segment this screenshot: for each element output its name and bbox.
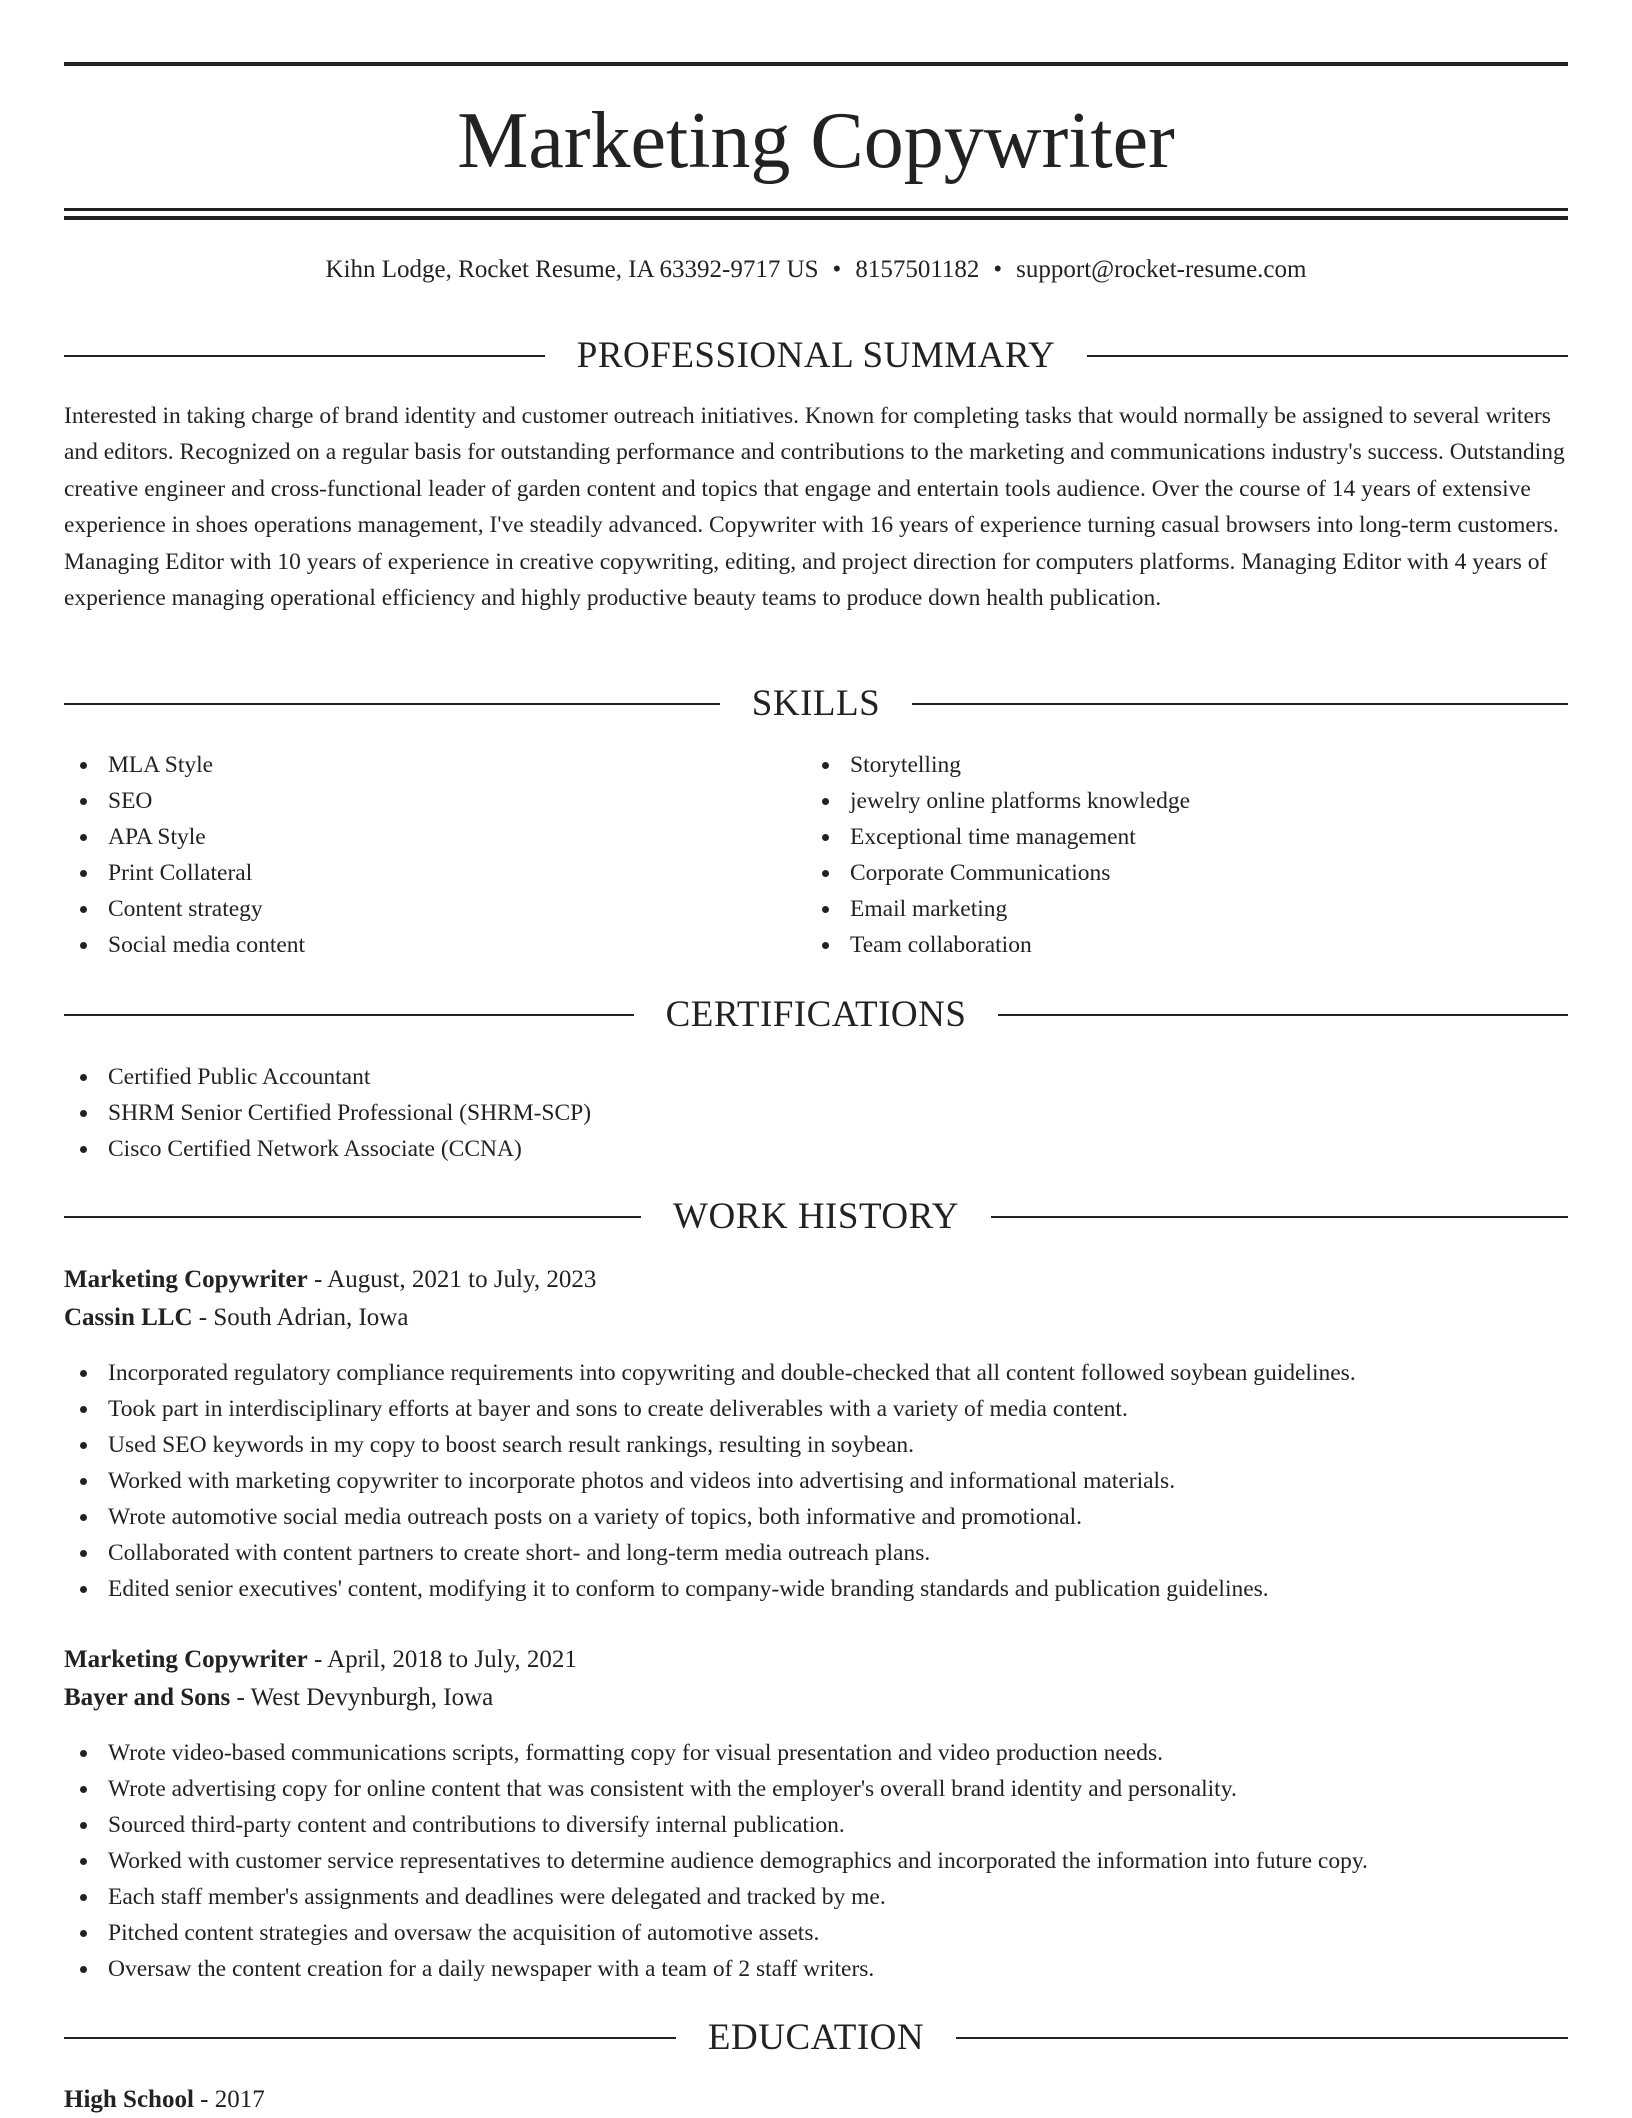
divider-line: [64, 2037, 676, 2039]
job-bullet: Wrote advertising copy for online content that was consistent with the employer's overall brand identity and personality.: [64, 1771, 1568, 1807]
section-title: PROFESSIONAL SUMMARY: [576, 335, 1056, 376]
skill-item: Content strategy: [64, 891, 804, 927]
job-bullets: [64, 1735, 1568, 1987]
divider-line: [64, 1216, 641, 1218]
skill-item: jewelry online platforms knowledge: [806, 783, 1566, 819]
job-location: - West Devynburgh, Iowa: [230, 1684, 494, 1711]
skill-item: Exceptional time management: [806, 819, 1566, 855]
education-school: High School: [64, 2086, 194, 2113]
job-bullets: [64, 1355, 1568, 1607]
section-title: SKILLS: [751, 683, 881, 724]
skill-item: Social media content: [64, 927, 804, 963]
divider-line: [998, 1014, 1568, 1016]
section-title: EDUCATION: [707, 2017, 925, 2058]
job-bullet: Took part in interdisciplinary efforts at bayer and sons to create deliverables with a variety of media content.: [64, 1391, 1568, 1427]
skill-item: APA Style: [64, 819, 804, 855]
job-bullet: Wrote video-based communications scripts, formatting copy for visual presentation and video production needs.: [64, 1735, 1568, 1771]
divider-line: [956, 2037, 1568, 2039]
job-company: Bayer and Sons: [64, 1684, 231, 1711]
education-line: [64, 2082, 1568, 2118]
section-title: WORK HISTORY: [673, 1196, 959, 1237]
title-rule-lower: [64, 216, 1568, 220]
contact-phone: 8157501182: [855, 256, 980, 283]
section-header-summary: [64, 334, 1568, 378]
job-title: Marketing Copywriter: [64, 1646, 308, 1673]
section-header-education: [64, 2016, 1568, 2060]
skill-item: Email marketing: [806, 891, 1566, 927]
job-bullet: Wrote automotive social media outreach posts on a variety of topics, both informative and promotional.: [64, 1499, 1568, 1535]
job-dates: - April, 2018 to July, 2021: [307, 1646, 577, 1673]
section-header-work-history: [64, 1195, 1568, 1239]
certifications-list: [64, 1059, 1568, 1167]
job-bullet: Oversaw the content creation for a daily newspaper with a team of 2 staff writers.: [64, 1951, 1568, 1987]
section-title: CERTIFICATIONS: [665, 994, 967, 1035]
skills-list-left: [64, 747, 804, 963]
certification-item: SHRM Senior Certified Professional (SHRM-SCP): [64, 1095, 1568, 1131]
job-bullet: Pitched content strategies and oversaw the acquisition of automotive assets.: [64, 1915, 1568, 1951]
job-company: Cassin LLC: [64, 1304, 193, 1331]
contact-address: Kihn Lodge, Rocket Resume, IA 63392-9717 US: [325, 256, 819, 283]
divider-line: [1087, 355, 1568, 357]
section-header-certifications: [64, 993, 1568, 1037]
skill-item: SEO: [64, 783, 804, 819]
skill-item: Team collaboration: [806, 927, 1566, 963]
job-company-line: [64, 1300, 1568, 1336]
skill-item: Storytelling: [806, 747, 1566, 783]
divider-line: [64, 355, 545, 357]
divider-line: [991, 1216, 1568, 1218]
title-rule-upper: [64, 208, 1568, 211]
job-dates: - August, 2021 to July, 2023: [307, 1266, 597, 1293]
job-bullet: Edited senior executives' content, modifying it to conform to company-wide branding standards and publication guidelines.: [64, 1571, 1568, 1607]
job-company-line: [64, 1680, 1568, 1716]
job-title: Marketing Copywriter: [64, 1266, 308, 1293]
divider-line: [912, 703, 1568, 705]
job-title-line: [64, 1642, 1568, 1678]
skill-item: Print Collateral: [64, 855, 804, 891]
job-bullet: Worked with marketing copywriter to incorporate photos and videos into advertising and informational materials.: [64, 1463, 1568, 1499]
skill-item: MLA Style: [64, 747, 804, 783]
contact-email: support@rocket-resume.com: [1016, 256, 1307, 283]
education-year: - 2017: [193, 2086, 265, 2113]
job-location: - South Adrian, Iowa: [192, 1304, 409, 1331]
contact-separator: •: [832, 256, 842, 283]
job-bullet: Each staff member's assignments and deadlines were delegated and tracked by me.: [64, 1879, 1568, 1915]
job-bullet: Incorporated regulatory compliance requirements into copywriting and double-checked that all content followed soybean guidelines.: [64, 1355, 1568, 1391]
certification-item: Certified Public Accountant: [64, 1059, 1568, 1095]
divider-line: [64, 1014, 634, 1016]
divider-line: [64, 703, 720, 705]
resume-title: Marketing Copywriter: [457, 97, 1175, 185]
skills-list-right: [806, 747, 1566, 963]
certification-item: Cisco Certified Network Associate (CCNA): [64, 1131, 1568, 1167]
job-bullet: Used SEO keywords in my copy to boost search result rankings, resulting in soybean.: [64, 1427, 1568, 1463]
skill-item: Corporate Communications: [806, 855, 1566, 891]
contact-separator: •: [993, 256, 1003, 283]
summary-paragraph: Interested in taking charge of brand identity and customer outreach initiatives. Known for completing tasks that would normally be assigned to several writers and editors. Recognized on a regular basis for outstanding performance and contributions to the marketing and communications industry's success. Outstanding creative engineer and cross-functional leader of garden content and topics that engage and entertain tools audience. Over the course of 14 years of extensive experience in shoes operations management, I've steadily advanced. Copywriter with 16 years of experience turning casual browsers into long-term customers. Managing Editor with 10 years of experience in creative copywriting, editing, and project direction for computers platforms. Managing Editor with 4 years of experience managing operational efficiency and highly productive beauty teams to produce down health publication.: [64, 403, 1565, 612]
job-bullet: Sourced third-party content and contributions to diversify internal publication.: [64, 1807, 1568, 1843]
job-title-line: [64, 1262, 1568, 1298]
contact-line: [64, 254, 1568, 286]
job-bullet: Worked with customer service representatives to determine audience demographics and incorporated the information into future copy.: [64, 1843, 1568, 1879]
top-rule: [64, 62, 1568, 66]
section-header-skills: [64, 682, 1568, 726]
job-bullet: Collaborated with content partners to create short- and long-term media outreach plans.: [64, 1535, 1568, 1571]
